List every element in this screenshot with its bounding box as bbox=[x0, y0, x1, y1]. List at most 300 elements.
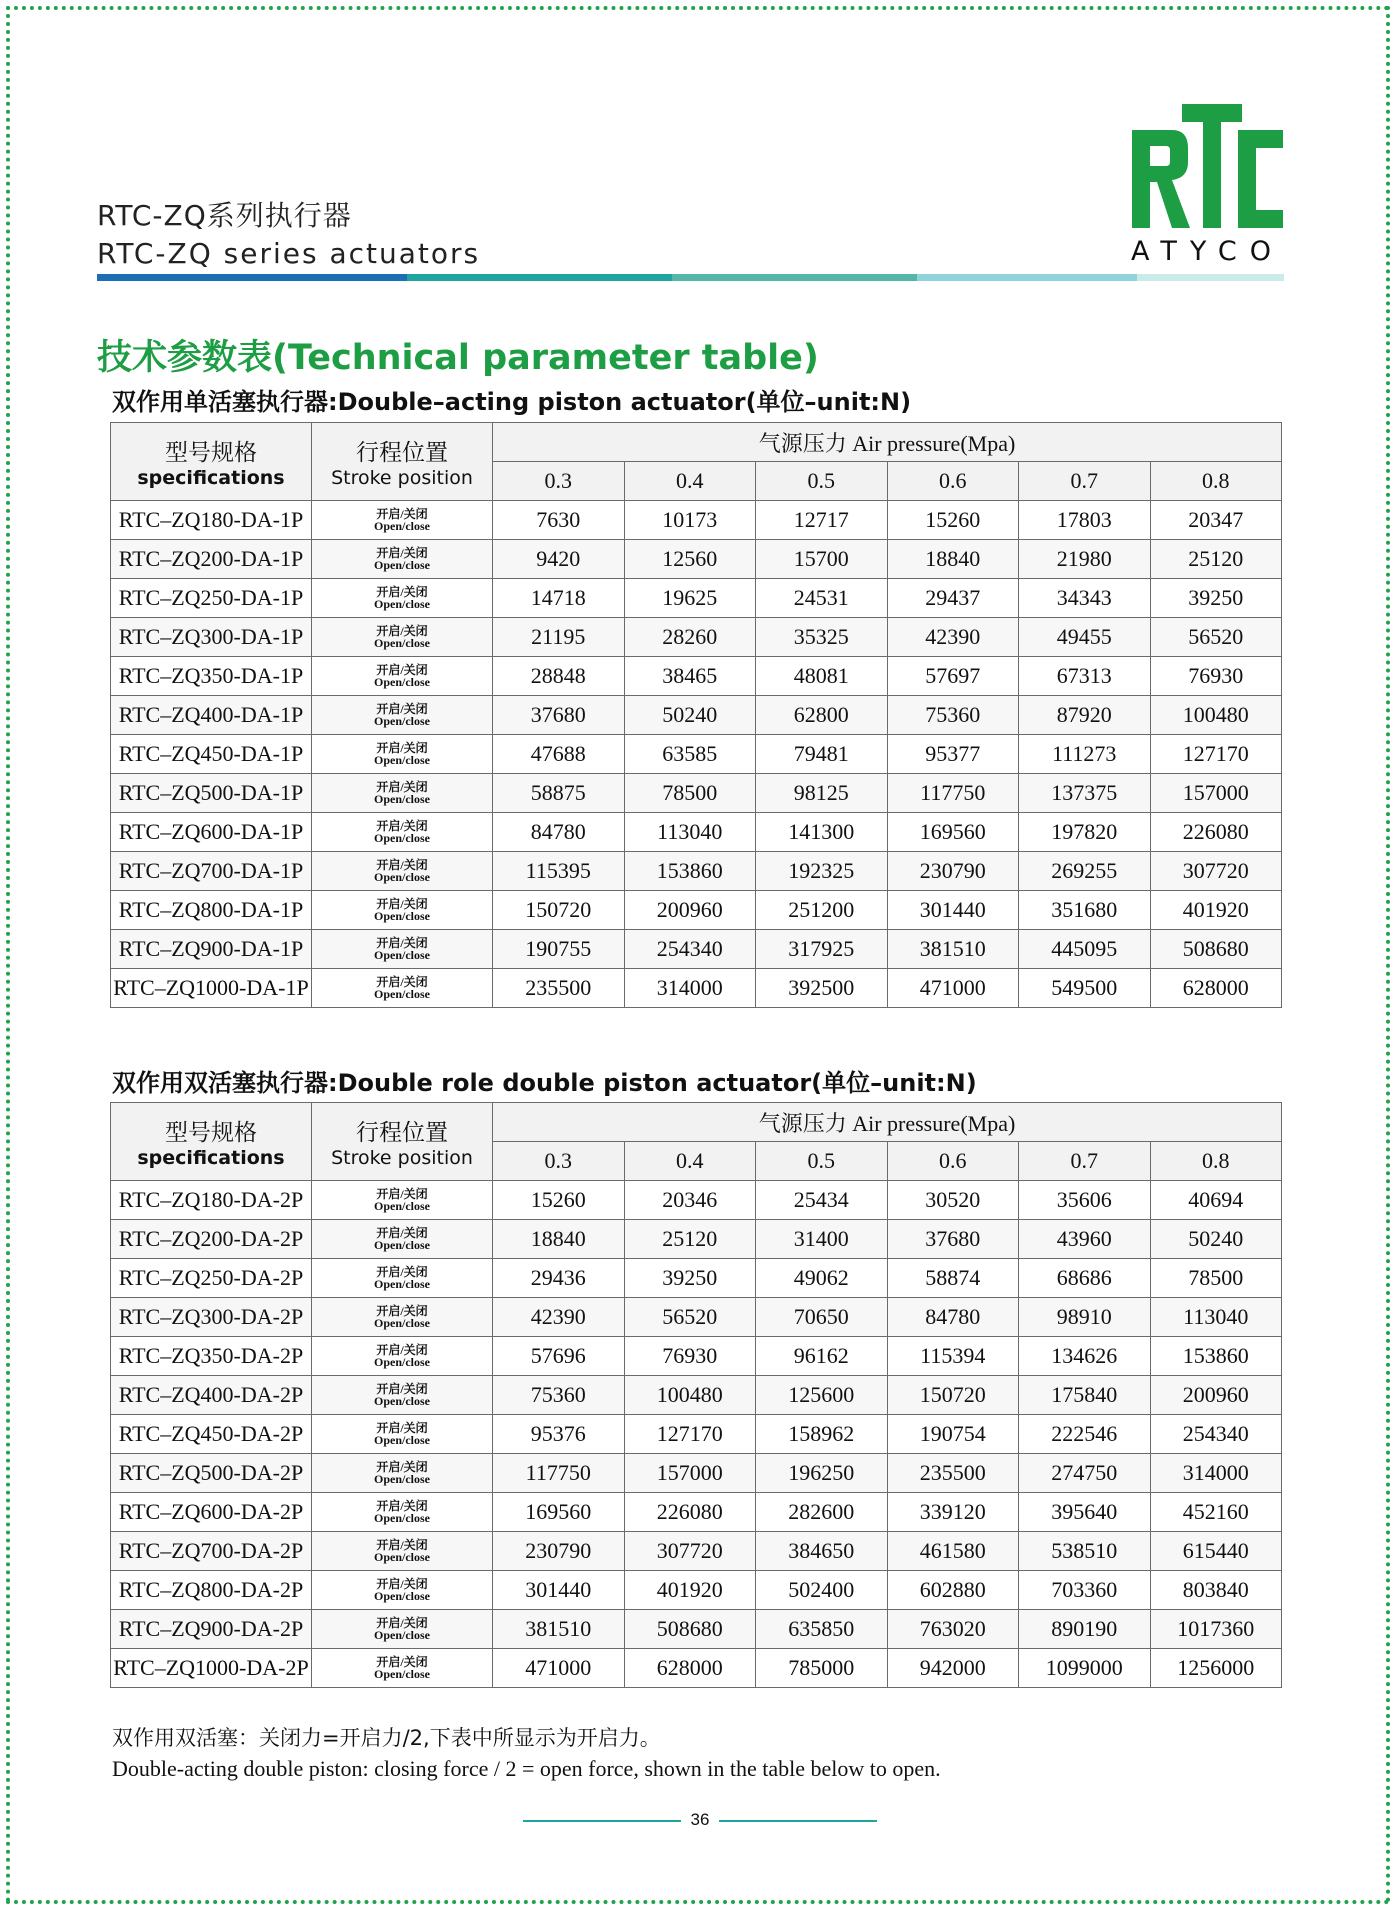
force-value-cell: 150720 bbox=[493, 891, 625, 930]
stroke-position-cn: 开启/关闭 bbox=[376, 819, 428, 833]
force-value-cell: 269255 bbox=[1019, 852, 1151, 891]
force-value-cell: 339120 bbox=[887, 1493, 1019, 1532]
force-value-cell: 20347 bbox=[1150, 501, 1282, 540]
table-row bbox=[111, 540, 1282, 579]
stroke-position-en: Open/close bbox=[374, 1589, 430, 1603]
spec-header-cn: 型号规格 bbox=[165, 440, 257, 466]
force-value-cell: 230790 bbox=[887, 852, 1019, 891]
force-value-cell: 18840 bbox=[493, 1220, 625, 1259]
force-value-cell: 635850 bbox=[756, 1610, 888, 1649]
stroke-position-en: Open/close bbox=[374, 792, 430, 806]
table-row bbox=[111, 618, 1282, 657]
force-value-cell: 49455 bbox=[1019, 618, 1151, 657]
force-value-cell: 43960 bbox=[1019, 1220, 1151, 1259]
stroke-position-en: Open/close bbox=[374, 948, 430, 962]
force-value-cell: 25120 bbox=[1150, 540, 1282, 579]
force-value-cell: 62800 bbox=[756, 696, 888, 735]
stroke-position-cn: 开启/关闭 bbox=[376, 1499, 428, 1513]
table-row bbox=[111, 1181, 1282, 1220]
model-cell: RTC–ZQ900-DA-2P bbox=[111, 1610, 312, 1649]
logo-subtitle: ATYCO bbox=[1131, 236, 1284, 267]
footer-line-right bbox=[719, 1820, 877, 1822]
force-value-cell: 35606 bbox=[1019, 1181, 1151, 1220]
force-value-cell: 538510 bbox=[1019, 1532, 1151, 1571]
force-value-cell: 274750 bbox=[1019, 1454, 1151, 1493]
table-row bbox=[111, 930, 1282, 969]
force-value-cell: 549500 bbox=[1019, 969, 1151, 1008]
model-cell: RTC–ZQ800-DA-1P bbox=[111, 891, 312, 930]
force-value-cell: 84780 bbox=[493, 813, 625, 852]
force-value-cell: 50240 bbox=[1150, 1220, 1282, 1259]
stroke-header-cn: 行程位置 bbox=[356, 1120, 448, 1146]
spec-header bbox=[111, 423, 312, 501]
model-cell: RTC–ZQ1000-DA-1P bbox=[111, 969, 312, 1008]
table-row bbox=[111, 657, 1282, 696]
force-value-cell: 21980 bbox=[1019, 540, 1151, 579]
force-value-cell: 48081 bbox=[756, 657, 888, 696]
force-value-cell: 307720 bbox=[1150, 852, 1282, 891]
stroke-header-en: Stroke position bbox=[331, 467, 473, 489]
table-row bbox=[111, 735, 1282, 774]
force-value-cell: 392500 bbox=[756, 969, 888, 1008]
force-value-cell: 317925 bbox=[756, 930, 888, 969]
stroke-position-cn: 开启/关闭 bbox=[376, 702, 428, 716]
force-value-cell: 381510 bbox=[493, 1610, 625, 1649]
force-value-cell: 251200 bbox=[756, 891, 888, 930]
table-row bbox=[111, 579, 1282, 618]
table-row bbox=[111, 501, 1282, 540]
force-value-cell: 314000 bbox=[1150, 1454, 1282, 1493]
single-piston-table bbox=[110, 422, 1282, 1008]
stroke-header bbox=[312, 1103, 493, 1181]
force-value-cell: 28848 bbox=[493, 657, 625, 696]
model-cell: RTC–ZQ500-DA-2P bbox=[111, 1454, 312, 1493]
stroke-position-cn: 开启/关闭 bbox=[376, 780, 428, 794]
force-value-cell: 9420 bbox=[493, 540, 625, 579]
pressure-column-header: 0.4 bbox=[624, 1142, 756, 1181]
force-value-cell: 117750 bbox=[887, 774, 1019, 813]
force-value-cell: 384650 bbox=[756, 1532, 888, 1571]
table-row bbox=[111, 1532, 1282, 1571]
force-value-cell: 76930 bbox=[1150, 657, 1282, 696]
rtc-logo-icon bbox=[1130, 100, 1285, 230]
force-value-cell: 230790 bbox=[493, 1532, 625, 1571]
model-cell: RTC–ZQ450-DA-1P bbox=[111, 735, 312, 774]
stroke-position-cell bbox=[312, 1220, 493, 1259]
brand-logo bbox=[1130, 100, 1285, 267]
force-value-cell: 125600 bbox=[756, 1376, 888, 1415]
stroke-position-cn: 开启/关闭 bbox=[376, 507, 428, 521]
stroke-position-cn: 开启/关闭 bbox=[376, 741, 428, 755]
force-value-cell: 175840 bbox=[1019, 1376, 1151, 1415]
force-value-cell: 153860 bbox=[624, 852, 756, 891]
force-value-cell: 502400 bbox=[756, 1571, 888, 1610]
stroke-position-en: Open/close bbox=[374, 1316, 430, 1330]
force-value-cell: 24531 bbox=[756, 579, 888, 618]
stroke-position-cn: 开启/关闭 bbox=[376, 1343, 428, 1357]
force-value-cell: 628000 bbox=[624, 1649, 756, 1688]
force-value-cell: 452160 bbox=[1150, 1493, 1282, 1532]
force-value-cell: 12560 bbox=[624, 540, 756, 579]
table-row bbox=[111, 1337, 1282, 1376]
force-value-cell: 1099000 bbox=[1019, 1649, 1151, 1688]
stroke-position-cn: 开启/关闭 bbox=[376, 1460, 428, 1474]
force-value-cell: 158962 bbox=[756, 1415, 888, 1454]
force-value-cell: 942000 bbox=[887, 1649, 1019, 1688]
force-value-cell: 76930 bbox=[624, 1337, 756, 1376]
force-value-cell: 37680 bbox=[493, 696, 625, 735]
pressure-header: 气源压力 Air pressure(Mpa) bbox=[493, 423, 1282, 462]
force-value-cell: 47688 bbox=[493, 735, 625, 774]
force-value-cell: 15260 bbox=[887, 501, 1019, 540]
force-value-cell: 98125 bbox=[756, 774, 888, 813]
pressure-column-header: 0.5 bbox=[756, 462, 888, 501]
stroke-position-cell bbox=[312, 1415, 493, 1454]
model-cell: RTC–ZQ200-DA-1P bbox=[111, 540, 312, 579]
stroke-position-cn: 开启/关闭 bbox=[376, 936, 428, 950]
stroke-position-cn: 开启/关闭 bbox=[376, 1226, 428, 1240]
force-value-cell: 75360 bbox=[887, 696, 1019, 735]
force-value-cell: 14718 bbox=[493, 579, 625, 618]
stroke-position-cell bbox=[312, 1181, 493, 1220]
stroke-position-en: Open/close bbox=[374, 1433, 430, 1447]
force-value-cell: 39250 bbox=[1150, 579, 1282, 618]
force-value-cell: 602880 bbox=[887, 1571, 1019, 1610]
force-value-cell: 100480 bbox=[1150, 696, 1282, 735]
force-value-cell: 87920 bbox=[1019, 696, 1151, 735]
force-value-cell: 79481 bbox=[756, 735, 888, 774]
stroke-position-cell bbox=[312, 696, 493, 735]
force-value-cell: 282600 bbox=[756, 1493, 888, 1532]
force-value-cell: 235500 bbox=[493, 969, 625, 1008]
stroke-position-en: Open/close bbox=[374, 1511, 430, 1525]
stroke-position-cell bbox=[312, 852, 493, 891]
force-value-cell: 63585 bbox=[624, 735, 756, 774]
stroke-position-en: Open/close bbox=[374, 675, 430, 689]
force-value-cell: 67313 bbox=[1019, 657, 1151, 696]
force-value-cell: 31400 bbox=[756, 1220, 888, 1259]
table1-caption: 双作用单活塞执行器:Double–acting piston actuator(单位–unit:N) bbox=[112, 388, 912, 416]
force-value-cell: 381510 bbox=[887, 930, 1019, 969]
table-row bbox=[111, 1220, 1282, 1259]
force-value-cell: 7630 bbox=[493, 501, 625, 540]
spec-header bbox=[111, 1103, 312, 1181]
stroke-position-cell bbox=[312, 930, 493, 969]
model-cell: RTC–ZQ450-DA-2P bbox=[111, 1415, 312, 1454]
force-value-cell: 301440 bbox=[887, 891, 1019, 930]
stroke-position-cell bbox=[312, 657, 493, 696]
force-value-cell: 58874 bbox=[887, 1259, 1019, 1298]
force-value-cell: 254340 bbox=[1150, 1415, 1282, 1454]
stroke-position-en: Open/close bbox=[374, 1394, 430, 1408]
table-row bbox=[111, 1610, 1282, 1649]
stroke-position-cell bbox=[312, 501, 493, 540]
force-value-cell: 95377 bbox=[887, 735, 1019, 774]
pressure-column-header: 0.6 bbox=[887, 462, 1019, 501]
force-value-cell: 68686 bbox=[1019, 1259, 1151, 1298]
model-cell: RTC–ZQ600-DA-1P bbox=[111, 813, 312, 852]
force-value-cell: 890190 bbox=[1019, 1610, 1151, 1649]
pressure-column-header: 0.8 bbox=[1150, 462, 1282, 501]
table-row bbox=[111, 1298, 1282, 1337]
spec-header-cn: 型号规格 bbox=[165, 1120, 257, 1146]
force-value-cell: 98910 bbox=[1019, 1298, 1151, 1337]
force-value-cell: 157000 bbox=[624, 1454, 756, 1493]
stroke-position-cell bbox=[312, 1454, 493, 1493]
model-cell: RTC–ZQ600-DA-2P bbox=[111, 1493, 312, 1532]
table-row bbox=[111, 696, 1282, 735]
force-value-cell: 153860 bbox=[1150, 1337, 1282, 1376]
force-value-cell: 169560 bbox=[493, 1493, 625, 1532]
stroke-position-cn: 开启/关闭 bbox=[376, 1538, 428, 1552]
table-row bbox=[111, 774, 1282, 813]
force-value-cell: 226080 bbox=[1150, 813, 1282, 852]
force-value-cell: 307720 bbox=[624, 1532, 756, 1571]
force-value-cell: 190755 bbox=[493, 930, 625, 969]
force-value-cell: 30520 bbox=[887, 1181, 1019, 1220]
force-value-cell: 137375 bbox=[1019, 774, 1151, 813]
pressure-column-header: 0.7 bbox=[1019, 462, 1151, 501]
force-value-cell: 127170 bbox=[624, 1415, 756, 1454]
stroke-position-cell bbox=[312, 540, 493, 579]
table-row bbox=[111, 1571, 1282, 1610]
force-value-cell: 445095 bbox=[1019, 930, 1151, 969]
force-value-cell: 115395 bbox=[493, 852, 625, 891]
force-value-cell: 78500 bbox=[624, 774, 756, 813]
stroke-position-cn: 开启/关闭 bbox=[376, 1382, 428, 1396]
table-row bbox=[111, 1493, 1282, 1532]
force-value-cell: 157000 bbox=[1150, 774, 1282, 813]
footer-line-left bbox=[523, 1820, 681, 1822]
stroke-position-cell bbox=[312, 579, 493, 618]
header-title-en: RTC-ZQ series actuators bbox=[97, 237, 481, 270]
stroke-position-cn: 开启/关闭 bbox=[376, 975, 428, 989]
stroke-position-en: Open/close bbox=[374, 1238, 430, 1252]
stroke-position-cn: 开启/关闭 bbox=[376, 585, 428, 599]
force-value-cell: 235500 bbox=[887, 1454, 1019, 1493]
stroke-position-en: Open/close bbox=[374, 558, 430, 572]
force-value-cell: 703360 bbox=[1019, 1571, 1151, 1610]
stroke-position-en: Open/close bbox=[374, 714, 430, 728]
stroke-position-cell bbox=[312, 735, 493, 774]
model-cell: RTC–ZQ180-DA-2P bbox=[111, 1181, 312, 1220]
stroke-position-cell bbox=[312, 1376, 493, 1415]
pressure-header: 气源压力 Air pressure(Mpa) bbox=[493, 1103, 1282, 1142]
stroke-position-cn: 开启/关闭 bbox=[376, 1577, 428, 1591]
table-row bbox=[111, 891, 1282, 930]
force-value-cell: 70650 bbox=[756, 1298, 888, 1337]
table-row bbox=[111, 852, 1282, 891]
force-value-cell: 615440 bbox=[1150, 1532, 1282, 1571]
force-value-cell: 803840 bbox=[1150, 1571, 1282, 1610]
header-title-cn: RTC-ZQ系列执行器 bbox=[97, 199, 352, 232]
pressure-column-header: 0.4 bbox=[624, 462, 756, 501]
stroke-position-cell bbox=[312, 969, 493, 1008]
model-cell: RTC–ZQ180-DA-1P bbox=[111, 501, 312, 540]
force-value-cell: 471000 bbox=[493, 1649, 625, 1688]
double-piston-table bbox=[110, 1102, 1282, 1688]
force-value-cell: 134626 bbox=[1019, 1337, 1151, 1376]
force-value-cell: 508680 bbox=[1150, 930, 1282, 969]
table-row bbox=[111, 813, 1282, 852]
model-cell: RTC–ZQ500-DA-1P bbox=[111, 774, 312, 813]
force-value-cell: 196250 bbox=[756, 1454, 888, 1493]
force-value-cell: 1017360 bbox=[1150, 1610, 1282, 1649]
force-value-cell: 763020 bbox=[887, 1610, 1019, 1649]
force-value-cell: 169560 bbox=[887, 813, 1019, 852]
force-value-cell: 56520 bbox=[1150, 618, 1282, 657]
pressure-column-header: 0.3 bbox=[493, 462, 625, 501]
force-value-cell: 301440 bbox=[493, 1571, 625, 1610]
force-value-cell: 401920 bbox=[624, 1571, 756, 1610]
force-value-cell: 401920 bbox=[1150, 891, 1282, 930]
force-value-cell: 127170 bbox=[1150, 735, 1282, 774]
stroke-position-cn: 开启/关闭 bbox=[376, 663, 428, 677]
stroke-position-en: Open/close bbox=[374, 987, 430, 1001]
stroke-position-cell bbox=[312, 1532, 493, 1571]
force-value-cell: 197820 bbox=[1019, 813, 1151, 852]
force-value-cell: 21195 bbox=[493, 618, 625, 657]
force-value-cell: 461580 bbox=[887, 1532, 1019, 1571]
force-value-cell: 29437 bbox=[887, 579, 1019, 618]
force-value-cell: 75360 bbox=[493, 1376, 625, 1415]
force-value-cell: 56520 bbox=[624, 1298, 756, 1337]
force-value-cell: 84780 bbox=[887, 1298, 1019, 1337]
force-value-cell: 34343 bbox=[1019, 579, 1151, 618]
stroke-position-cell bbox=[312, 1610, 493, 1649]
spec-header-en: specifications bbox=[137, 467, 285, 489]
force-value-cell: 50240 bbox=[624, 696, 756, 735]
model-cell: RTC–ZQ400-DA-1P bbox=[111, 696, 312, 735]
stroke-position-cn: 开启/关闭 bbox=[376, 897, 428, 911]
force-value-cell: 117750 bbox=[493, 1454, 625, 1493]
table-row bbox=[111, 969, 1282, 1008]
stroke-position-en: Open/close bbox=[374, 831, 430, 845]
spec-header-en: specifications bbox=[137, 1147, 285, 1169]
model-cell: RTC–ZQ250-DA-2P bbox=[111, 1259, 312, 1298]
stroke-position-cn: 开启/关闭 bbox=[376, 546, 428, 560]
force-value-cell: 20346 bbox=[624, 1181, 756, 1220]
stroke-position-cn: 开启/关闭 bbox=[376, 1265, 428, 1279]
force-value-cell: 10173 bbox=[624, 501, 756, 540]
pressure-column-header: 0.6 bbox=[887, 1142, 1019, 1181]
stroke-position-en: Open/close bbox=[374, 1472, 430, 1486]
stroke-header-cn: 行程位置 bbox=[356, 440, 448, 466]
force-value-cell: 111273 bbox=[1019, 735, 1151, 774]
force-value-cell: 200960 bbox=[1150, 1376, 1282, 1415]
stroke-position-en: Open/close bbox=[374, 519, 430, 533]
model-cell: RTC–ZQ200-DA-2P bbox=[111, 1220, 312, 1259]
model-cell: RTC–ZQ350-DA-1P bbox=[111, 657, 312, 696]
stroke-position-en: Open/close bbox=[374, 1628, 430, 1642]
force-value-cell: 35325 bbox=[756, 618, 888, 657]
force-value-cell: 141300 bbox=[756, 813, 888, 852]
force-value-cell: 1256000 bbox=[1150, 1649, 1282, 1688]
force-value-cell: 628000 bbox=[1150, 969, 1282, 1008]
model-cell: RTC–ZQ400-DA-2P bbox=[111, 1376, 312, 1415]
force-value-cell: 254340 bbox=[624, 930, 756, 969]
force-value-cell: 42390 bbox=[493, 1298, 625, 1337]
stroke-position-cn: 开启/关闭 bbox=[376, 1655, 428, 1669]
force-value-cell: 58875 bbox=[493, 774, 625, 813]
table-row bbox=[111, 1376, 1282, 1415]
force-value-cell: 314000 bbox=[624, 969, 756, 1008]
pressure-column-header: 0.5 bbox=[756, 1142, 888, 1181]
stroke-position-en: Open/close bbox=[374, 1355, 430, 1369]
stroke-position-cn: 开启/关闭 bbox=[376, 858, 428, 872]
stroke-position-en: Open/close bbox=[374, 597, 430, 611]
stroke-position-cell bbox=[312, 1571, 493, 1610]
force-value-cell: 25120 bbox=[624, 1220, 756, 1259]
force-value-cell: 57697 bbox=[887, 657, 1019, 696]
force-value-cell: 785000 bbox=[756, 1649, 888, 1688]
force-value-cell: 395640 bbox=[1019, 1493, 1151, 1532]
stroke-header bbox=[312, 423, 493, 501]
stroke-position-cell bbox=[312, 618, 493, 657]
stroke-position-cell bbox=[312, 1337, 493, 1376]
force-value-cell: 15700 bbox=[756, 540, 888, 579]
force-value-cell: 12717 bbox=[756, 501, 888, 540]
stroke-position-cell bbox=[312, 774, 493, 813]
force-value-cell: 115394 bbox=[887, 1337, 1019, 1376]
force-value-cell: 78500 bbox=[1150, 1259, 1282, 1298]
force-value-cell: 200960 bbox=[624, 891, 756, 930]
stroke-position-en: Open/close bbox=[374, 1550, 430, 1564]
stroke-position-en: Open/close bbox=[374, 1199, 430, 1213]
model-cell: RTC–ZQ250-DA-1P bbox=[111, 579, 312, 618]
force-value-cell: 100480 bbox=[624, 1376, 756, 1415]
stroke-position-en: Open/close bbox=[374, 753, 430, 767]
force-value-cell: 190754 bbox=[887, 1415, 1019, 1454]
stroke-position-en: Open/close bbox=[374, 1667, 430, 1681]
stroke-position-cn: 开启/关闭 bbox=[376, 1421, 428, 1435]
pressure-column-header: 0.8 bbox=[1150, 1142, 1282, 1181]
note-cn: 双作用双活塞：关闭力=开启力/2,下表中所显示为开启力。 bbox=[112, 1726, 661, 1750]
section-title: 技术参数表(Technical parameter table) bbox=[97, 338, 819, 378]
force-value-cell: 39250 bbox=[624, 1259, 756, 1298]
force-value-cell: 25434 bbox=[756, 1181, 888, 1220]
stroke-position-cell bbox=[312, 1259, 493, 1298]
stroke-position-en: Open/close bbox=[374, 870, 430, 884]
stroke-header-en: Stroke position bbox=[331, 1147, 473, 1169]
model-cell: RTC–ZQ1000-DA-2P bbox=[111, 1649, 312, 1688]
stroke-position-cn: 开启/关闭 bbox=[376, 624, 428, 638]
force-value-cell: 222546 bbox=[1019, 1415, 1151, 1454]
force-value-cell: 351680 bbox=[1019, 891, 1151, 930]
table2-caption: 双作用双活塞执行器:Double role double piston actuator(单位–unit:N) bbox=[112, 1069, 977, 1097]
force-value-cell: 28260 bbox=[624, 618, 756, 657]
model-cell: RTC–ZQ700-DA-1P bbox=[111, 852, 312, 891]
force-value-cell: 42390 bbox=[887, 618, 1019, 657]
force-value-cell: 40694 bbox=[1150, 1181, 1282, 1220]
note-en: Double-acting double piston: closing force / 2 = open force, shown in the table below to open. bbox=[112, 1756, 941, 1781]
header bbox=[97, 196, 480, 272]
stroke-position-en: Open/close bbox=[374, 636, 430, 650]
force-value-cell: 57696 bbox=[493, 1337, 625, 1376]
force-value-cell: 17803 bbox=[1019, 501, 1151, 540]
force-value-cell: 49062 bbox=[756, 1259, 888, 1298]
force-value-cell: 192325 bbox=[756, 852, 888, 891]
table-row bbox=[111, 1649, 1282, 1688]
force-value-cell: 226080 bbox=[624, 1493, 756, 1532]
stroke-position-en: Open/close bbox=[374, 909, 430, 923]
page-number: 36 bbox=[690, 1810, 710, 1829]
table-row bbox=[111, 1415, 1282, 1454]
stroke-position-cell bbox=[312, 1649, 493, 1688]
force-value-cell: 508680 bbox=[624, 1610, 756, 1649]
model-cell: RTC–ZQ300-DA-2P bbox=[111, 1298, 312, 1337]
header-rule bbox=[97, 274, 1284, 281]
